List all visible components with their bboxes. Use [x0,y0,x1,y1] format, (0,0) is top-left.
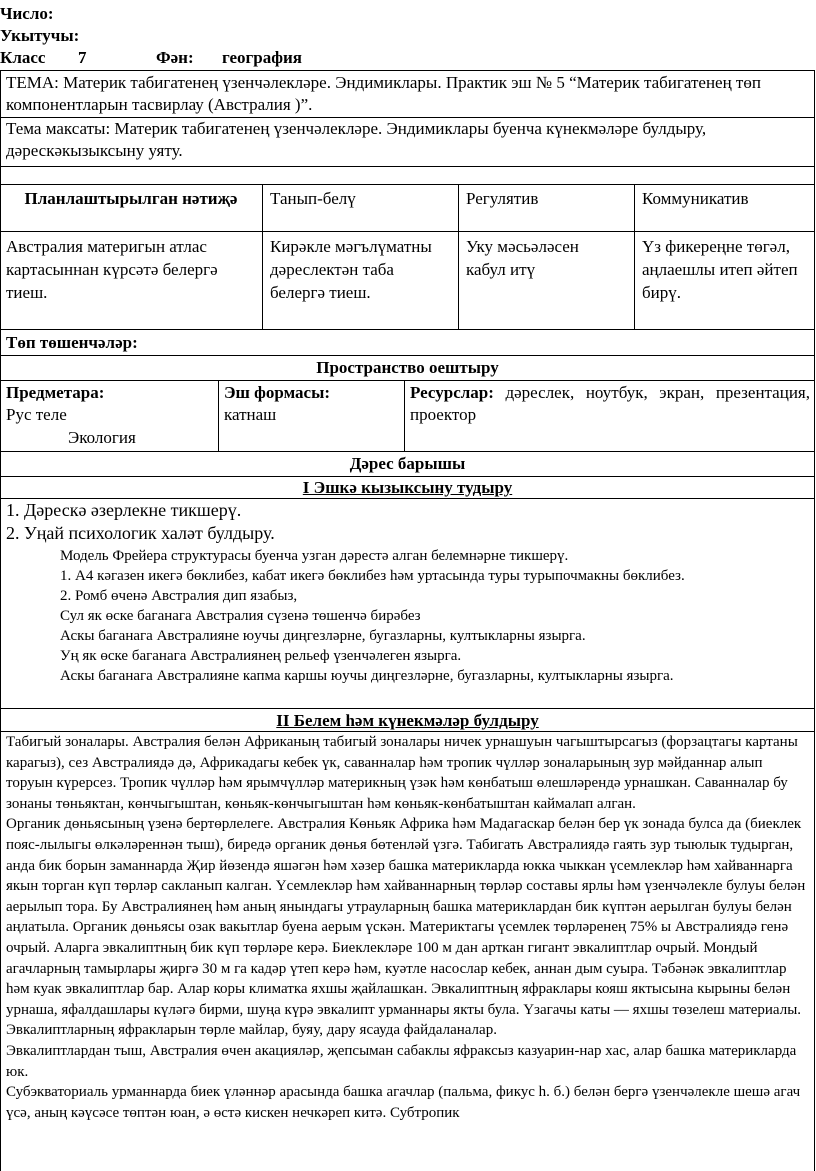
divider [0,355,815,356]
outcome-communicative: Үз фикереңне төгәл, аңлаешлы итеп әйтеп бирү. [642,237,798,302]
work-form-value: катнаш [224,405,277,424]
resources-value: дәреслек, ноутбук, экран, презентация, проектор [410,383,810,424]
divider [0,166,815,167]
stage1-item-2: 2. Уңай психологик халәт булдыру. [6,523,275,543]
work-form-label: Эш формасы: [224,383,331,402]
divider [0,708,815,709]
teacher-label: Укытучы: [0,26,80,45]
divider [218,380,219,451]
divider [262,184,263,329]
stage1-subline: Модель Фрейера структурасы буенча узган дәрестә алган белемнәрне тикшерү. [60,548,569,564]
stage2-paragraph: Табигый зоналары. Австралия белән Африканың табигый зоналары ничек урнашуын чагыштырсагыз (форзацтагы картаны карагыз), сез Австралиядә дә, Африкадагы кебек үк, саванналар һәм тропик чүлләр зоналарының зур мәйданнар алып торуын күрерсез. Тропик чүлләр һәм ярымчүлләр материкның үзәк һәм көнбатыш өлешләрендә урнашкан. Саванналар бу зонаны төньяктан, көнчыгыштан, көньяк-көнчыгыштан һәм көньяк-көнбатыштан каймалап алган. [6,734,798,812]
stage1-subline: 1. А4 кәгазен икегә бөклибез, кабат икегә бөклибез һәм уртасында туры турыпочмакны бөклибез. [60,568,685,584]
resources-label: Ресурслар: [410,383,494,402]
divider [0,184,815,185]
stage1-sublist [60,546,810,686]
outcome-regulative: Уку мәсьәләсен кабул итү [466,237,579,279]
class-label: Класс [0,48,46,67]
divider [0,231,815,232]
outcomes-header-regulative: Регулятив [466,189,539,208]
divider [404,380,405,451]
stage1-subline: 2. Ромб өченә Австралия дип язабыз, [60,588,298,604]
subject-label: Фән: [156,48,194,67]
subject-ecology: Экология [68,428,136,447]
outcome-cognitive: Кирәкле мәгълүматны дәреслектән таба белергә тиеш. [270,237,432,302]
stage1-title: I Эшкә кызыксыну тудыру [302,478,513,497]
subjects-label: Предметара: [6,383,105,402]
subject-value: география [222,48,302,67]
outcomes-header-cognitive: Танып-белү [270,189,356,208]
class-line [0,48,302,68]
topic-aim: Тема максаты: Материк табигатенең үзенчәлекләре. Эндимиклары буенча күнекмәләре булдыру, дәрескәкызыксыну уяту. [6,119,707,160]
resources-cell [410,382,810,426]
stage2-title: II Белем һәм күнекмәләр булдыру [276,711,539,730]
stage1-subline: Сул як өске баганага Австралия сүзенә төшенчә бирәбез [60,608,421,624]
stage2-paragraph: Субэкваториаль урманнарда биек үләннәр арасында башка агачлар (пальма, фикус һ. б.) белән бергә үзенчәлекле шешә агач үсә, аның кәүсәсе төптән юан, ә өстә кискен нечкәреп китә. Субтропик [6,1084,801,1121]
outcome-planned: Австралия материгын атлас картасыннан күрсәтә белергә тиеш. [6,237,218,302]
stage2-paragraph: Эвкалиптлардан тыш, Австралия өчен акацияләр, җепсыман сабаклы яфраксыз казуарин-нар хас, алар башка материкларда юк. [6,1042,797,1080]
stage1-item-1: 1. Дәрескә әзерлекне тикшерү. [6,500,242,520]
divider [0,329,815,330]
topic-text: ТЕМА: Материк табигатенең үзенчәлекләре. Эндимиклары. Практик эш № 5 “Материк табигатенең төп компонентларын тасвирлау (Австралия )”. [6,73,761,114]
outcomes-header-communicative: Коммуникатив [642,189,749,208]
stage2-body [6,732,808,1123]
divider [0,451,815,452]
class-value: 7 [78,48,87,67]
stage1-subline: Уң як өске баганага Австралиянең рельеф үзенчәлеген язырга. [60,648,462,664]
stage1-subline: Аскы баганага Австралияне капма каршы юучы диңгезләрне, бугазларны, култыкларны язырга. [60,668,674,684]
space-title: Пространство оештыру [316,358,499,377]
stage2-paragraph: Органик дөньясының үзенә бертөрлелеге. Австралия Көньяк Африка һәм Мадагаскар белән бер үк зонада булса да (биеклек пояс-лылыгы өлкәләреннән тыш), биредә органик дөнья бөтенләй үзгә. Табигать Австралиядә гаять зур тыюлык тудырган, анда бик борын заманнарда Җир йөзендә яшәгән һәм хәзер башка материкларда юкка чыккан үсемлекләр һәм хайваннарга якын торган күп төрләр сакланып калган. Үсемлекләр һәм хайваннарның төрләр составы ярлы һәм үзенчәлекле булуы белән аерылып тора. Бу Австралиянең һәм аның янындагы утрауларның башка материклардан бик күптән аерылган булуы белән аңлатыла. Органик дөньясы озак вакытлар буена аерым үскән. Материктагы үсемлек төрләренең 75% ы Австралиядә генә очрый. Аларга эвкалиптның бик күп төрләре керә. Биеклекләре 100 м дан арткан гигант эвкалиптлар очрый. Мондый агачларның тамырлары җиргә 30 м га кадәр үтеп керә һәм, куәтле насослар кебек, аннан дым суыра. Тәбәнәк эвкалиптлар һәм куак эвкалиптлар бар. Алар коры климатка яхшы җайлашкан. Эвкалиптның яфраклары кояш яктысына кырыны белән урнаша, яфалдашлары күләгә бирми, шуңа күрә эвкалипт урманнары якты була. Үзагачы каты — яхшы төзелеш материалы. Эвкалиптларның яфракларын төрле майлар, буяу, дару ясауда файдаланалар. [6,816,806,1039]
divider [0,380,815,381]
subject-russian: Рус теле [6,405,67,424]
divider [634,184,635,329]
outcomes-header-planned: Планлаштырылган нәтиҗә [24,189,238,208]
lesson-title: Дәрес барышы [349,454,466,473]
stage1-subline: Аскы баганага Австралияне юучы диңгезләрне, бугазларны, култыкларны язырга. [60,628,586,644]
divider [458,184,459,329]
date-label: Число: [0,4,54,23]
concepts-label: Төп төшенчәләр: [6,333,138,352]
